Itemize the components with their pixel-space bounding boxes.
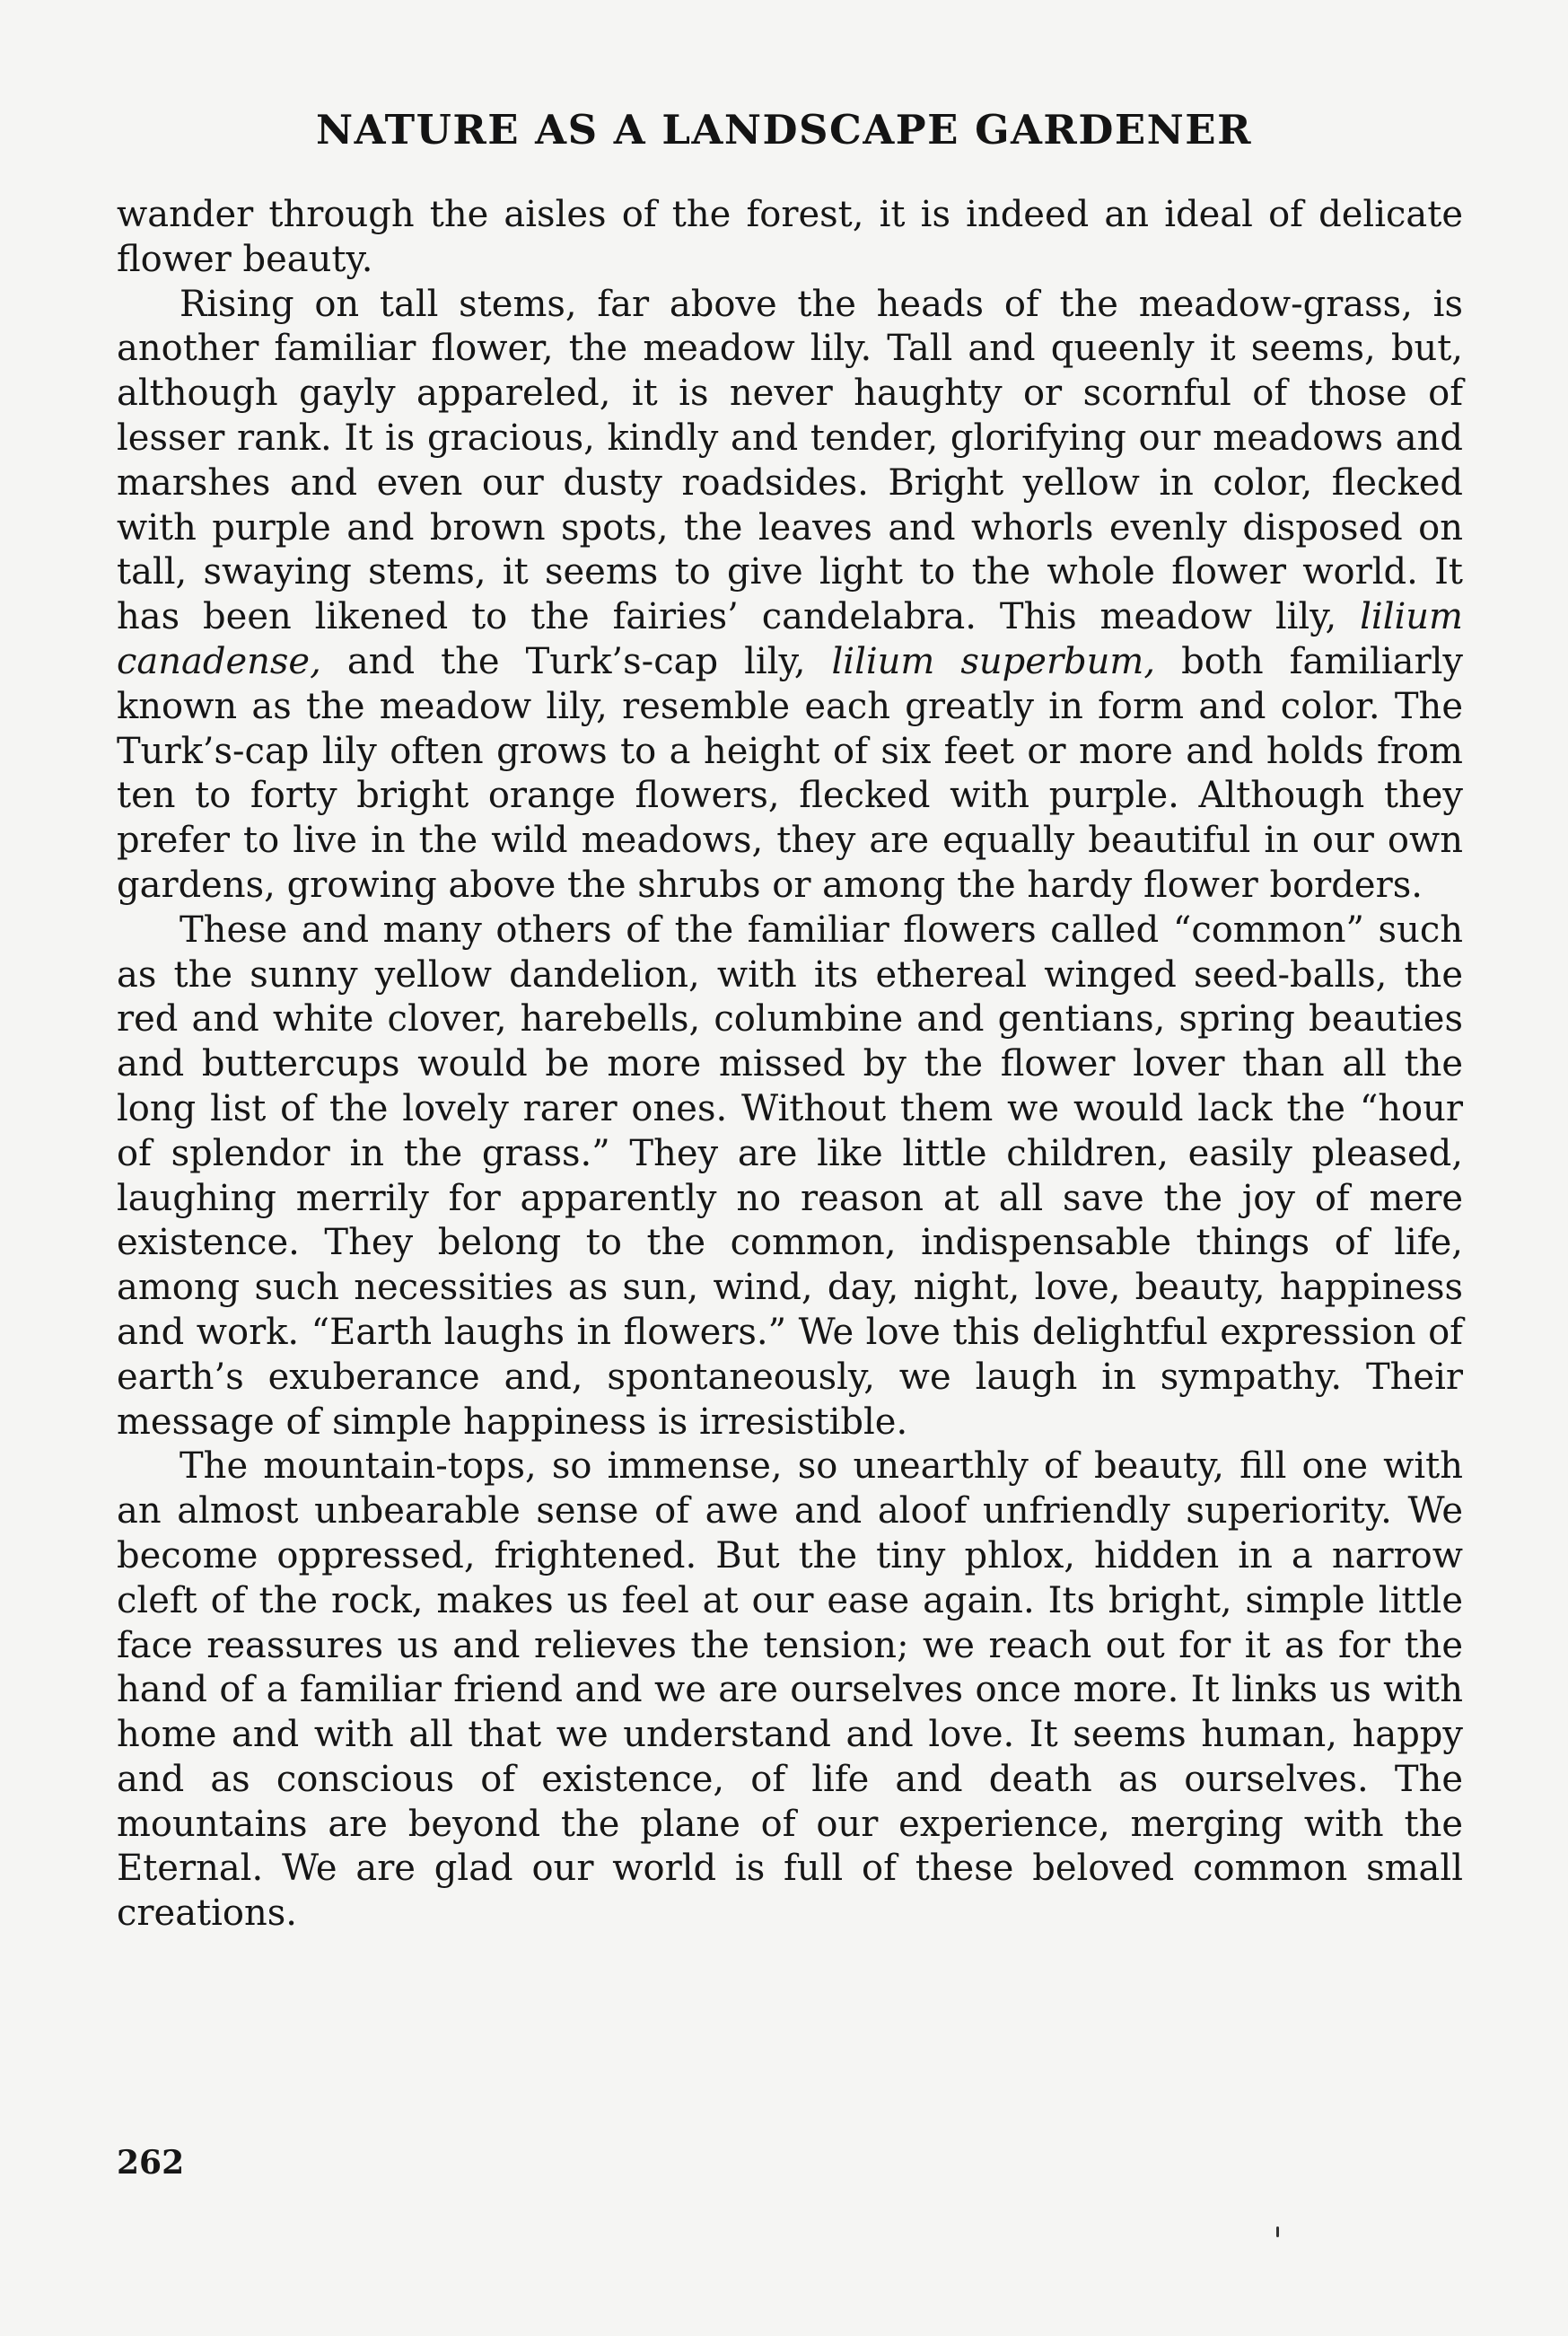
page-number: 262	[117, 2144, 185, 2182]
paragraph-2-text-b: and the Turk’s-cap lily,	[320, 640, 832, 682]
paragraph-3: These and many others of the familiar flowers called “common” such as the sunny yellow dandelion, with its ethereal winged seed-balls, the red and white clover, harebells, columbine and gentians, spring beauties and buttercups would be more missed by the flower lover than all the long list of the lovely rarer ones. Without them we would lack the “hour of splendor in the grass.” They are like little children, easily pleased, laughing merrily for apparently no reason at all save the joy of mere existence. They belong to the common, indispensable things of life, among such necessities as sun, wind, day, night, love, beauty, happiness and work. “Earth laughs in flowers.” We love this delightful expression of earth’s exuberance and, spontaneously, we laugh in sympathy. Their message of simple happiness is irresistible.	[117, 909, 1463, 1443]
paragraph-4: The mountain-tops, so immense, so unearthly of beauty, fill one with an almost unbearable sense of awe and aloof unfriendly superiority. We become oppressed, frightened. But the tiny phlox, hidden in a narrow cleft of the rock, makes us feel at our ease again. Its bright, simple little face reassures us and relieves the tension; we reach out for it as for the hand of a familiar friend and we are ourselves once more. It links us with home and with all that we understand and love. It seems human, happy and as conscious of existence, of life and death as ourselves. The mountains are beyond the plane of our experience, merging with the Eternal. We are glad our world is full of these beloved common small creations.	[117, 1445, 1463, 1935]
paragraph-1: wander through the aisles of the forest, it is indeed an ideal of delicate flower beauty.	[117, 194, 1463, 280]
body-text	[117, 193, 1463, 1936]
paragraph-2-text-c: both familiarly known as the meadow lily, resemble each greatly in form and color. The Turk’s-cap lily often grows to a height of six feet or more and holds from ten to forty bright orange flowers, flecked with purple. Although they prefer to live in the wild meadows, they are equally beautiful in our own gardens, growing above the shrubs or among the hardy flower borders.	[117, 640, 1463, 906]
print-speck	[1276, 2226, 1279, 2237]
latin-name-lilium-canadense: lilium canadense,	[117, 596, 1463, 682]
paragraph-2-text-a: Rising on tall stems, far above the heads of the meadow-grass, is another familiar flower, the meadow lily. Tall and queenly it seems, but, although gayly appareled, it is never haughty or scornful of those of lesser rank. It is gracious, kindly and tender, glorifying our meadows and marshes and even our dusty roadsides. Bright yellow in color, flecked with purple and brown spots, the leaves and whorls evenly disposed on tall, swaying stems, it seems to give light to the whole flower world. It has been likened to the fairies’ candelabra. This meadow lily,	[117, 283, 1463, 638]
paragraph-2	[117, 283, 1463, 909]
latin-name-lilium-superbum: lilium superbum,	[831, 640, 1156, 682]
running-head: NATURE AS A LANDSCAPE GARDENER	[316, 106, 1252, 154]
